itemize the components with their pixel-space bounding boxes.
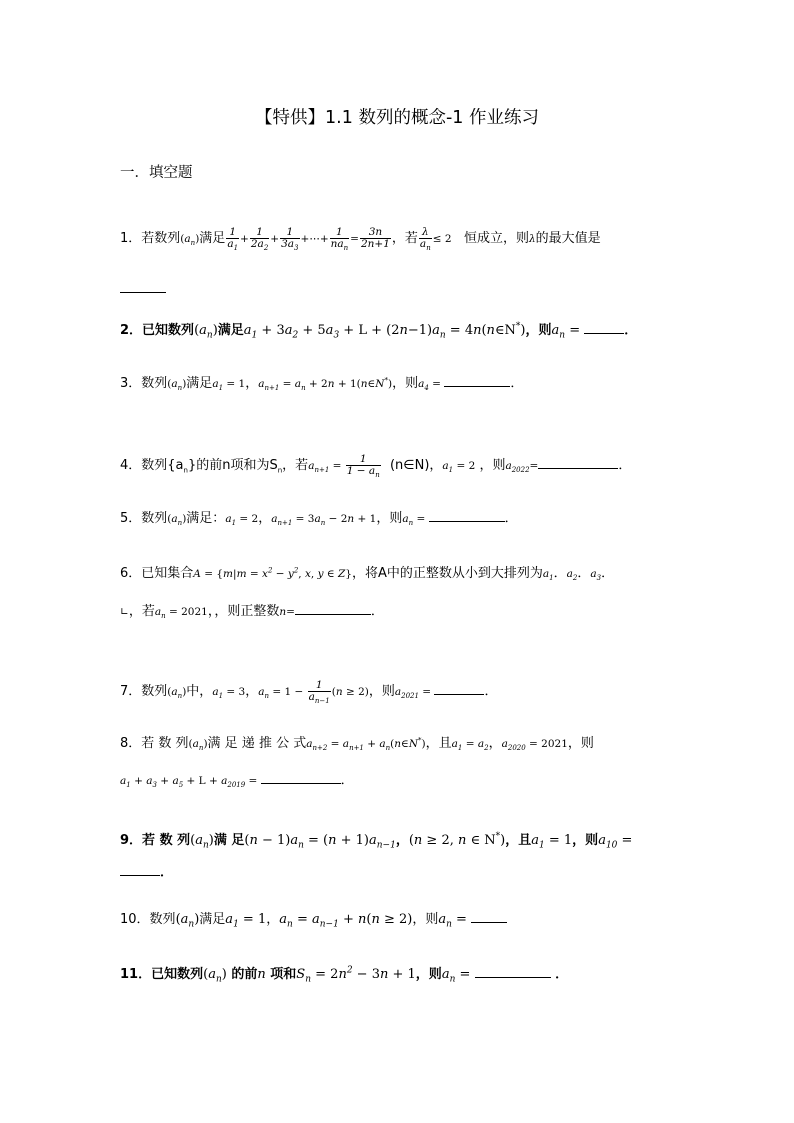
- question-6: 6．已知集合$A = \{m|m = x^2 - y^2$, x, y ∈ Z}，将A中的正整数从小到大排列为$a_1$．$a_2$．$a_3$．: [120, 566, 615, 583]
- question-1: 1．若数列$(a_n)$满足 $\frac{1}{a_1}$ + $\frac{1}{2a_2}$ + $\frac{1}{3a_3}$ +⋯+ $\frac{1}{na_n}$ = $\frac{3n}{2n+1}$ ，若 $\frac{\lambda}{a_n}$ ≤ 2 恒成立，则λ的最大值是: [120, 226, 601, 253]
- question-11: 11．已知数列$(a_n)$ 的前n 项和$S_n = 2n^2 - 3n + 1$，则$a_n$ = ．: [120, 965, 569, 985]
- question-9-answer-blank: ．: [120, 866, 173, 879]
- document-title: 【特供】1.1 数列的概念-1 作业练习: [255, 108, 539, 128]
- question-8-cont: $a_1 + a_3 + a_5 + L + a_{2019}$ = ．: [120, 773, 354, 790]
- question-6-cont: ∟，若$a_n = 2021$，，则正整数n= ．: [120, 604, 384, 621]
- question-5: 5．数列$(a_n)$满足：$a_1 = 2$，$a_{n+1} = 3a_n - 2n + 1$，则$a_n$ = ．: [120, 511, 518, 528]
- question-4: 4．数列$\{a_n\}$的前n项和为$S_n$，若$a_{n+1}$ = $\frac{1}{1 - a_n}$ (n∈N)，$a_1 = 2$ ，则$a_{2022}=$ ．: [120, 453, 632, 480]
- question-7: 7．数列$(a_n)$中，$a_1 = 3$，$a_n = 1$ − $\frac{1}{a_{n-1}}$ (n ≥ 2)，则$a_{2021}$ = ．: [120, 679, 498, 706]
- question-2: 2．已知数列$(a_n)$满足$a_1 + 3a_2 + 5a_3 + L + (2n-1)a_n$ = 4n(n∈N*)，则$a_n$ = ．: [120, 321, 638, 341]
- question-1-answer-blank: [120, 283, 166, 296]
- question-8: 8．若 数 列$(a_n)$满 足 递 推 公 式$a_{n+2} = a_{n+1}$ + $a_n(n\in N^*)$，且$a_1 = a_2$，$a_{2020} = 2021$，则: [120, 736, 594, 753]
- question-9: 9．若 数 列$(a_n)$满 足$(n - 1)a_n = (n + 1)a_{n-1}$，(n ≥ 2, n ∈ N*)，且$a_1 = 1$，则$a_{10}$ =: [120, 831, 633, 851]
- question-3: 3．数列$(a_n)$满足$a_1 = 1$，$a_{n+1} = a_n + 2n$ + 1(n∈N*)，则$a_4$ = ．: [120, 376, 524, 393]
- section-heading: 一．填空题: [120, 165, 193, 181]
- question-10: 10．数列$(a_n)$满足$a_1 = 1$，$a_n = a_{n-1} + n(n \ge 2)$，则$a_n$ =: [120, 913, 507, 926]
